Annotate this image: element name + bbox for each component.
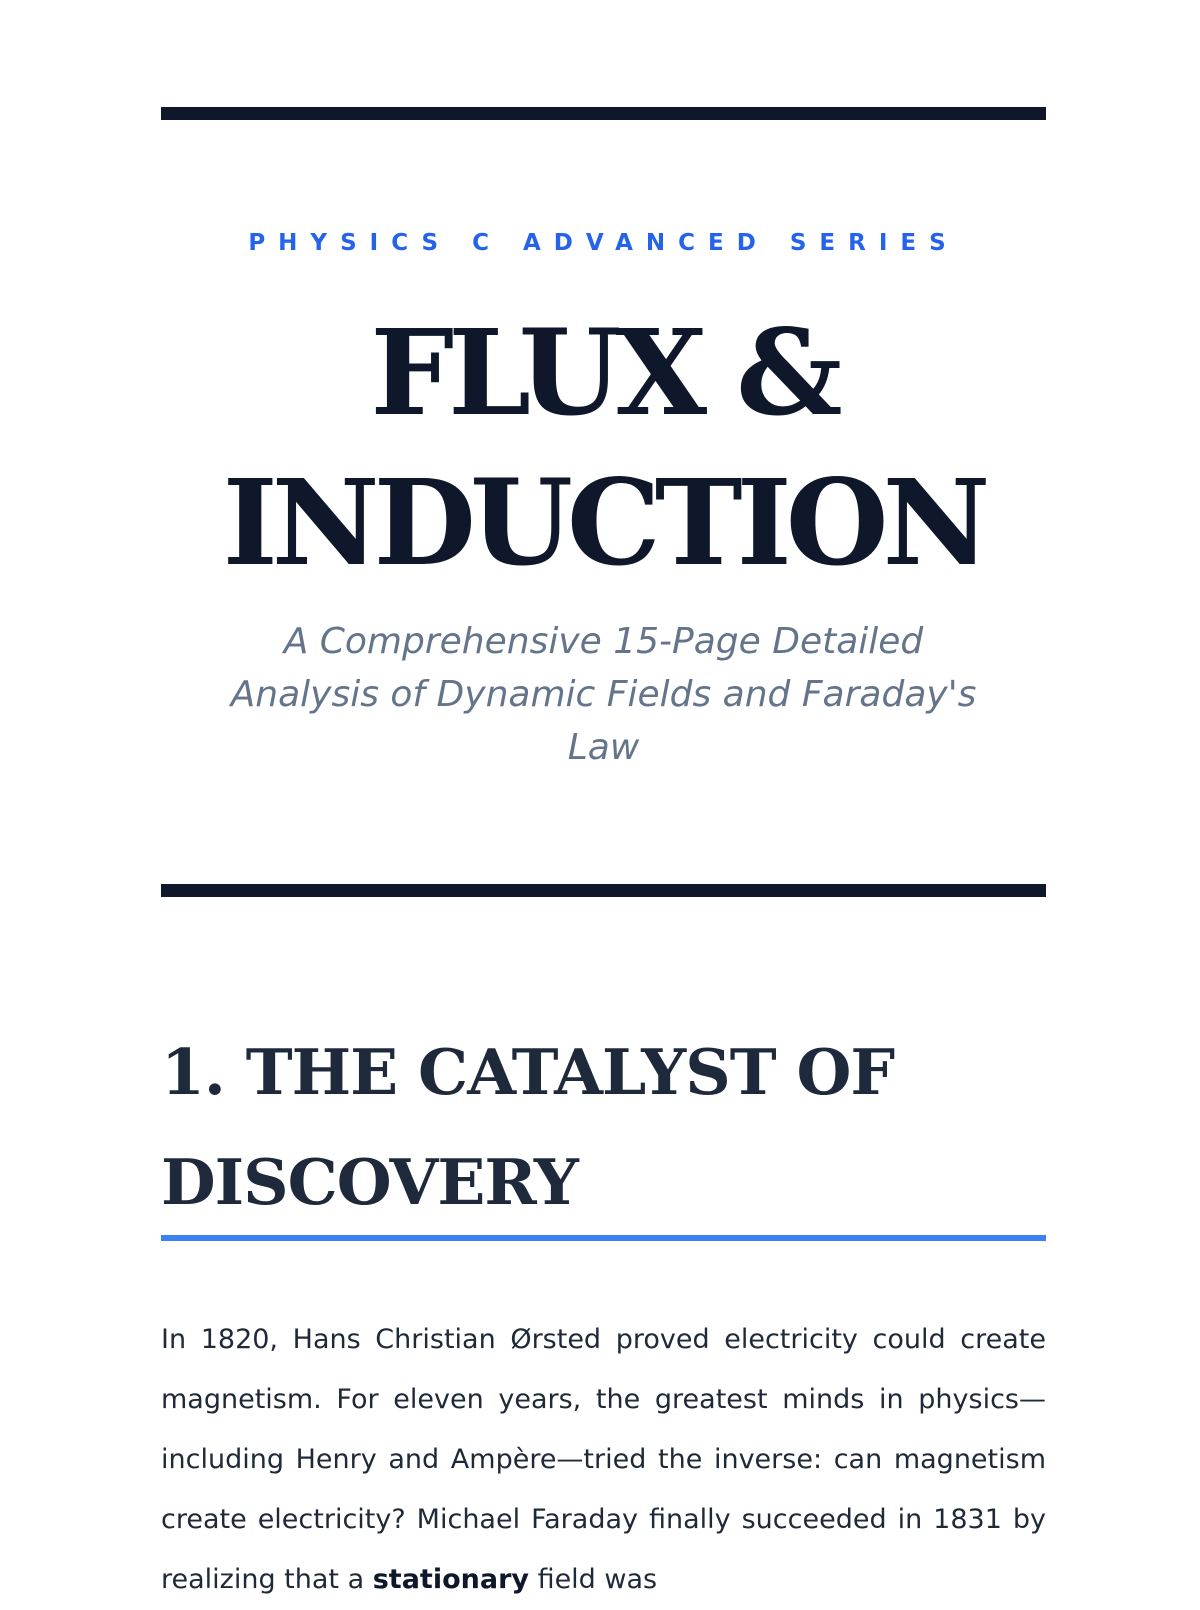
paragraph-text-end: field was xyxy=(528,1564,658,1595)
series-label: PHYSICS C ADVANCED SERIES xyxy=(248,230,959,256)
section-heading xyxy=(161,1017,1046,1237)
title-line-2: INDUCTION xyxy=(222,453,985,592)
document-title xyxy=(161,298,1046,598)
section-paragraph xyxy=(161,1310,1046,1610)
paragraph-text-start: In 1820, Hans Christian Ørsted proved electricity could create magnetism. For eleven years, the greatest minds in physics—including Henry and Ampère—tried the inverse: can magnetism create electricity? Michael Faraday finally succeeded in 1831 by realizing that a xyxy=(161,1324,1046,1595)
document-subtitle: A Comprehensive 15-Page Detailed Analysis of Dynamic Fields and Faraday's Law xyxy=(230,621,977,768)
title-line-1: FLUX & xyxy=(370,303,837,442)
header-bottom-divider xyxy=(161,884,1046,897)
top-divider xyxy=(161,107,1046,120)
document-page xyxy=(161,0,1046,1600)
section-heading-line-2: DISCOVERY xyxy=(161,1145,578,1219)
section-underline xyxy=(161,1235,1046,1241)
section-heading-line-1: 1. THE CATALYST OF xyxy=(161,1035,895,1109)
paragraph-bold-term: stationary xyxy=(372,1564,529,1595)
